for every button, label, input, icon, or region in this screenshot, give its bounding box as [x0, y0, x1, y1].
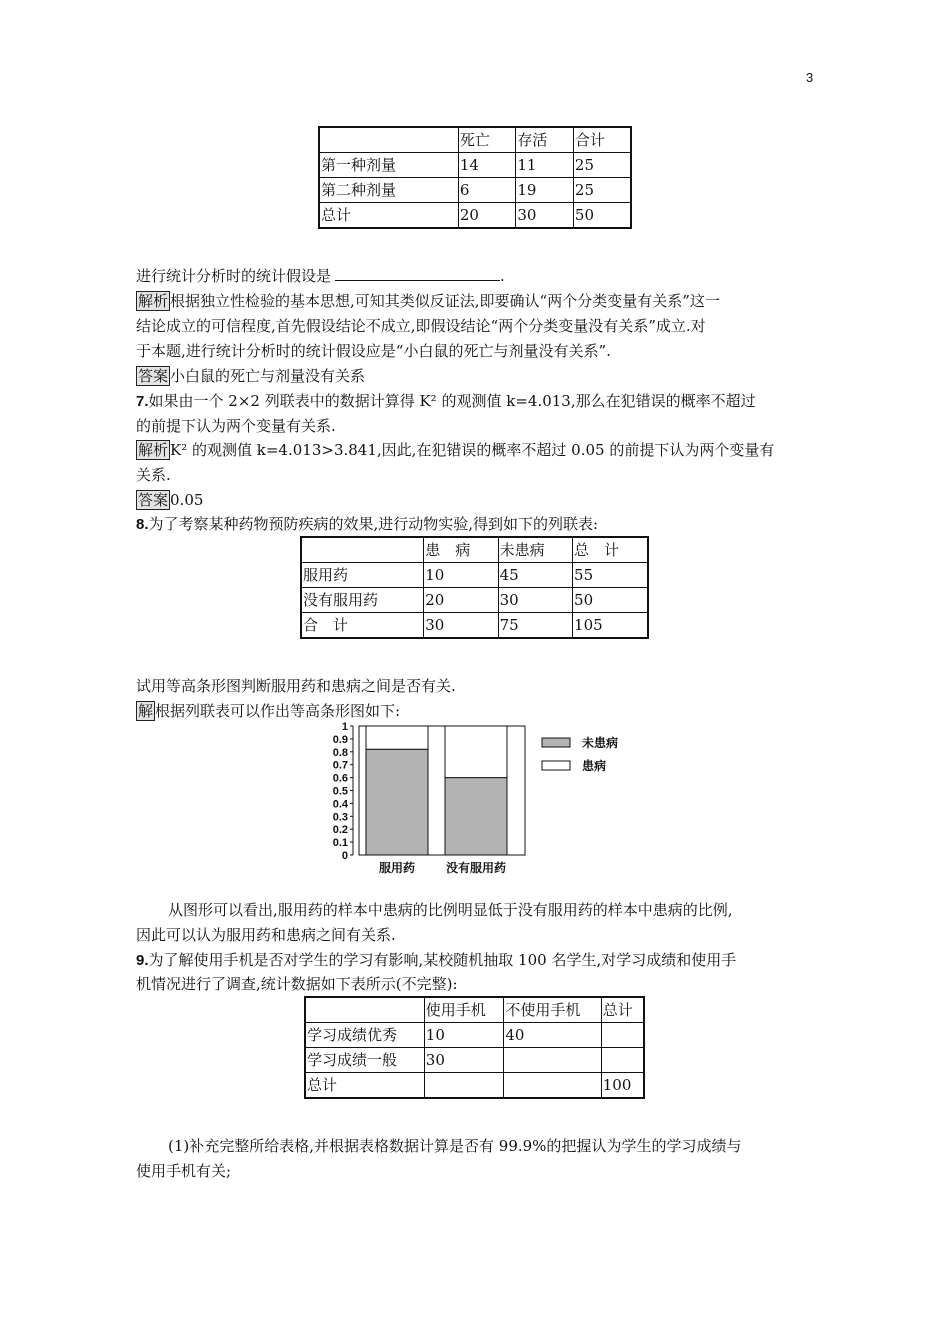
- table-cell: [601, 1048, 644, 1073]
- bar-segment: [445, 778, 507, 855]
- table-cell: 40: [504, 1023, 601, 1048]
- y-tick-label: 0.5: [332, 785, 348, 798]
- table-cell: 患 病: [424, 537, 498, 563]
- table-cell: 105: [573, 613, 648, 639]
- table-dosage: [318, 126, 632, 229]
- table-cell: 总计: [305, 1073, 424, 1099]
- legend-swatch: [542, 738, 570, 747]
- y-tick-label: 0.9: [332, 733, 348, 746]
- table-cell: 合 计: [301, 613, 424, 639]
- table-cell: 未患病: [498, 537, 572, 563]
- q7-analysis-line: 关系.: [136, 466, 171, 484]
- table-cell: 11: [516, 153, 574, 178]
- q9-part1-line: (1)补充完整所给表格,并根据表格数据计算是否有 99.9%的把握认为学生的学习成绩与: [168, 1137, 742, 1155]
- table-cell: 50: [573, 588, 648, 613]
- table-cell: 使用手机: [424, 997, 504, 1023]
- legend-label: 未患病: [582, 736, 619, 750]
- answer-blank: [335, 266, 500, 281]
- table-cell: 30: [516, 203, 574, 229]
- table-cell: 50: [573, 203, 631, 229]
- table-row: [301, 588, 648, 613]
- table-row: [319, 127, 631, 153]
- x-tick-label: 服用药: [378, 861, 416, 875]
- legend-swatch: [542, 761, 570, 770]
- table-cell: 6: [458, 178, 516, 203]
- table-row: [301, 563, 648, 588]
- table-row: [305, 1023, 644, 1048]
- table-cell: 55: [573, 563, 648, 588]
- table-cell: 总 计: [573, 537, 648, 563]
- table-cell: 14: [458, 153, 516, 178]
- table-cell: 19: [516, 178, 574, 203]
- bar-segment: [366, 749, 428, 855]
- table-cell: [424, 1073, 504, 1099]
- legend-label: 患病: [582, 759, 607, 773]
- table-cell: 服用药: [301, 563, 424, 588]
- table-cell: [601, 1023, 644, 1048]
- y-tick-label: 0.8: [332, 746, 348, 759]
- table-cell: [319, 127, 458, 153]
- table-cell: 100: [601, 1073, 644, 1099]
- table-cell: 第一种剂量: [319, 153, 458, 178]
- q8-conclusion-line: 从图形可以看出,服用药的样本中患病的比例明显低于没有服用药的样本中患病的比例,: [168, 901, 733, 919]
- question-number: 7.: [136, 393, 149, 410]
- q7-analysis-line: 解析 K² 的观测值 k=4.013>3.841,因此,在犯错误的概率不超过 0.05 的前提下认为两个变量有: [138, 441, 775, 459]
- table-row: [319, 153, 631, 178]
- table-row: [319, 203, 631, 229]
- table-row: [301, 537, 648, 563]
- table-row: [305, 1048, 644, 1073]
- table-cell: [301, 537, 424, 563]
- q9-part1-line: 使用手机有关;: [136, 1162, 232, 1180]
- page-number: 3: [806, 70, 814, 85]
- table-cell: 20: [458, 203, 516, 229]
- table-cell: 25: [573, 178, 631, 203]
- question-number: 8.: [136, 516, 149, 533]
- analysis-tag: 解析: [138, 441, 169, 459]
- y-tick-label: 0.6: [332, 772, 348, 785]
- q7-answer: 答案 0.05: [138, 491, 204, 509]
- y-tick-label: 0.1: [332, 837, 348, 850]
- table-cell: 25: [573, 153, 631, 178]
- q9-stem-line: 机情况进行了调查,统计数据如下表所示(不完整):: [136, 975, 458, 993]
- question-number: 9.: [136, 952, 149, 969]
- q6-analysis-line: 解析 根据独立性检验的基本思想,可知其类似反证法,即要确认“两个分类变量有关系”这一: [138, 292, 720, 310]
- q8-conclusion-line: 因此可以认为服用药和患病之间有关系.: [136, 926, 396, 944]
- bar-segment: [366, 726, 428, 749]
- table-cell: 30: [424, 613, 498, 639]
- table-cell: 存活: [516, 127, 574, 153]
- table-cell: 总计: [319, 203, 458, 229]
- table-row: [305, 997, 644, 1023]
- q8-question: 试用等高条形图判断服用药和患病之间是否有关.: [136, 677, 456, 695]
- table-cell: 不使用手机: [504, 997, 601, 1023]
- table-row: [319, 178, 631, 203]
- stacked-bar-chart: [320, 716, 650, 878]
- q6-answer: 答案 小白鼠的死亡与剂量没有关系: [138, 367, 366, 385]
- answer-tag: 答案: [138, 367, 169, 385]
- table-cell: 总计: [601, 997, 644, 1023]
- y-tick-label: 0.4: [332, 798, 348, 811]
- q8-stem: 8.为了考察某种药物预防疾病的效果,进行动物实验,得到如下的列联表:: [136, 515, 599, 533]
- solution-tag: 解: [138, 702, 154, 720]
- table-cell: 75: [498, 613, 572, 639]
- table-cell: 20: [424, 588, 498, 613]
- y-tick-label: 1: [341, 721, 348, 733]
- x-tick-label: 没有服用药: [445, 861, 507, 875]
- analysis-tag: 解析: [138, 292, 169, 310]
- table-cell: 学习成绩优秀: [305, 1023, 424, 1048]
- table-cell: [504, 1048, 601, 1073]
- table-cell: 10: [424, 563, 498, 588]
- q7-stem: 7.如果由一个 2×2 列联表中的数据计算得 K² 的观测值 k=4.013,那么在犯错误的概率不超过: [136, 392, 756, 410]
- table-cell: 第二种剂量: [319, 178, 458, 203]
- answer-tag: 答案: [138, 491, 169, 509]
- q6-analysis-line: 于本题,进行统计分析时的统计假设应是“小白鼠的死亡与剂量没有关系”.: [136, 342, 611, 360]
- q6-analysis-line: 结论成立的可信程度,首先假设结论不成立,即假设结论“两个分类变量没有关系”成立.对: [136, 317, 706, 335]
- table-cell: 30: [424, 1048, 504, 1073]
- table-cell: 合计: [573, 127, 631, 153]
- table-medicine: [300, 536, 649, 639]
- table-cell: 10: [424, 1023, 504, 1048]
- table-cell: 没有服用药: [301, 588, 424, 613]
- table-cell: 45: [498, 563, 572, 588]
- y-tick-label: 0.7: [332, 759, 348, 772]
- q6-stem: 进行统计分析时的统计假设是 .: [136, 267, 505, 285]
- table-row: [301, 613, 648, 639]
- q8-solution-intro: 解 根据列联表可以作出等高条形图如下:: [138, 702, 401, 720]
- table-cell: 30: [498, 588, 572, 613]
- y-tick-label: 0.2: [332, 824, 348, 837]
- table-cell: 学习成绩一般: [305, 1048, 424, 1073]
- table-cell: [305, 997, 424, 1023]
- q7-stem-line: 的前提下认为两个变量有关系.: [136, 417, 336, 435]
- table-row: [305, 1073, 644, 1099]
- table-cell: 死亡: [458, 127, 516, 153]
- q9-stem: 9.为了解使用手机是否对学生的学习有影响,某校随机抽取 100 名学生,对学习成绩和使用手: [136, 951, 737, 969]
- y-tick-label: 0.3: [332, 811, 348, 824]
- y-tick-label: 0: [341, 850, 348, 862]
- table-phone: [304, 996, 645, 1099]
- table-cell: [504, 1073, 601, 1099]
- bar-segment: [445, 726, 507, 778]
